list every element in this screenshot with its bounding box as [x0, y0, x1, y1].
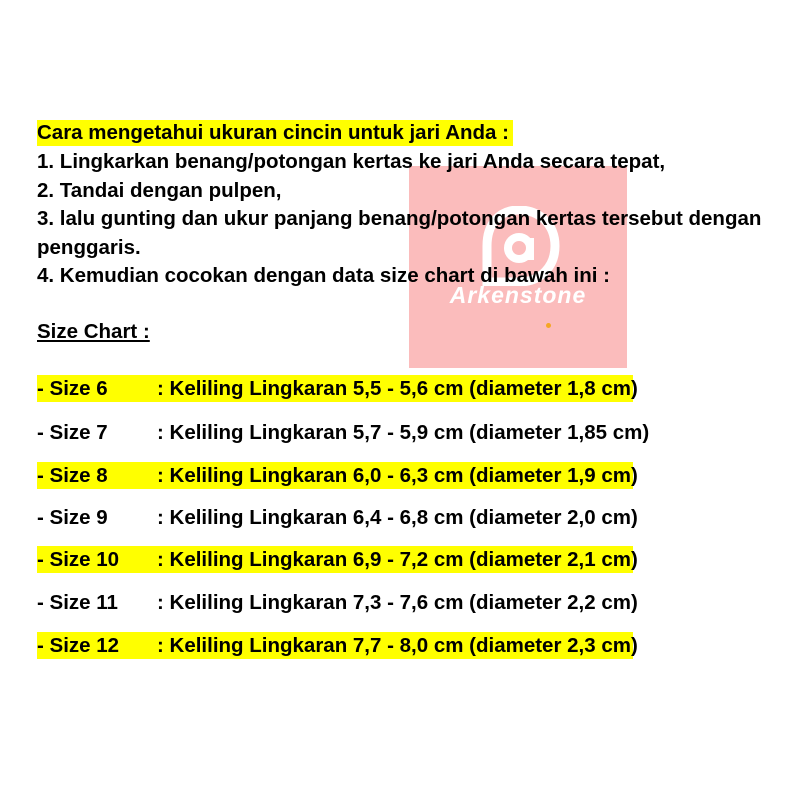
size-description: : Keliling Lingkaran 6,0 - 6,3 cm (diameter 1,9 cm) [157, 464, 638, 487]
size-chart-title: Size Chart : [37, 320, 150, 343]
instruction-step-4: 4. Kemudian cocokan dengan data size chart di bawah ini : [37, 264, 610, 287]
size-row-8 [37, 462, 638, 489]
size-label: - Size 9 [37, 506, 108, 529]
size-description: : Keliling Lingkaran 7,7 - 8,0 cm (diameter 2,3 cm) [157, 634, 638, 657]
instruction-step-1: 1. Lingkarkan benang/potongan kertas ke jari Anda secara tepat, [37, 150, 666, 173]
instructions-title: Cara mengetahui ukuran cincin untuk jari Anda : [37, 120, 513, 146]
size-label: - Size 11 [37, 591, 118, 614]
size-row-10 [37, 546, 638, 573]
size-label: - Size 6 [37, 377, 108, 400]
size-label: - Size 10 [37, 548, 120, 571]
size-row-12 [37, 632, 638, 659]
size-description: : Keliling Lingkaran 5,7 - 5,9 cm (diameter 1,85 cm) [157, 421, 650, 444]
instruction-step-3: 3. lalu gunting dan ukur panjang benang/potongan kertas tersebut dengan [37, 207, 762, 230]
size-label: - Size 12 [37, 634, 120, 657]
size-label: - Size 8 [37, 464, 108, 487]
size-description: : Keliling Lingkaran 5,5 - 5,6 cm (diameter 1,8 cm) [157, 377, 638, 400]
watermark-dot [546, 323, 551, 328]
size-label: - Size 7 [37, 421, 108, 444]
size-description: : Keliling Lingkaran 7,3 - 7,6 cm (diameter 2,2 cm) [157, 591, 638, 614]
watermark-brand: Arkenstone [449, 282, 587, 308]
instruction-step-3-continued: penggaris. [37, 236, 141, 259]
instruction-step-2: 2. Tandai dengan pulpen, [37, 179, 282, 202]
size-row-6 [37, 375, 638, 402]
size-description: : Keliling Lingkaran 6,9 - 7,2 cm (diameter 2,1 cm) [157, 548, 638, 571]
size-description: : Keliling Lingkaran 6,4 - 6,8 cm (diameter 2,0 cm) [157, 506, 638, 529]
